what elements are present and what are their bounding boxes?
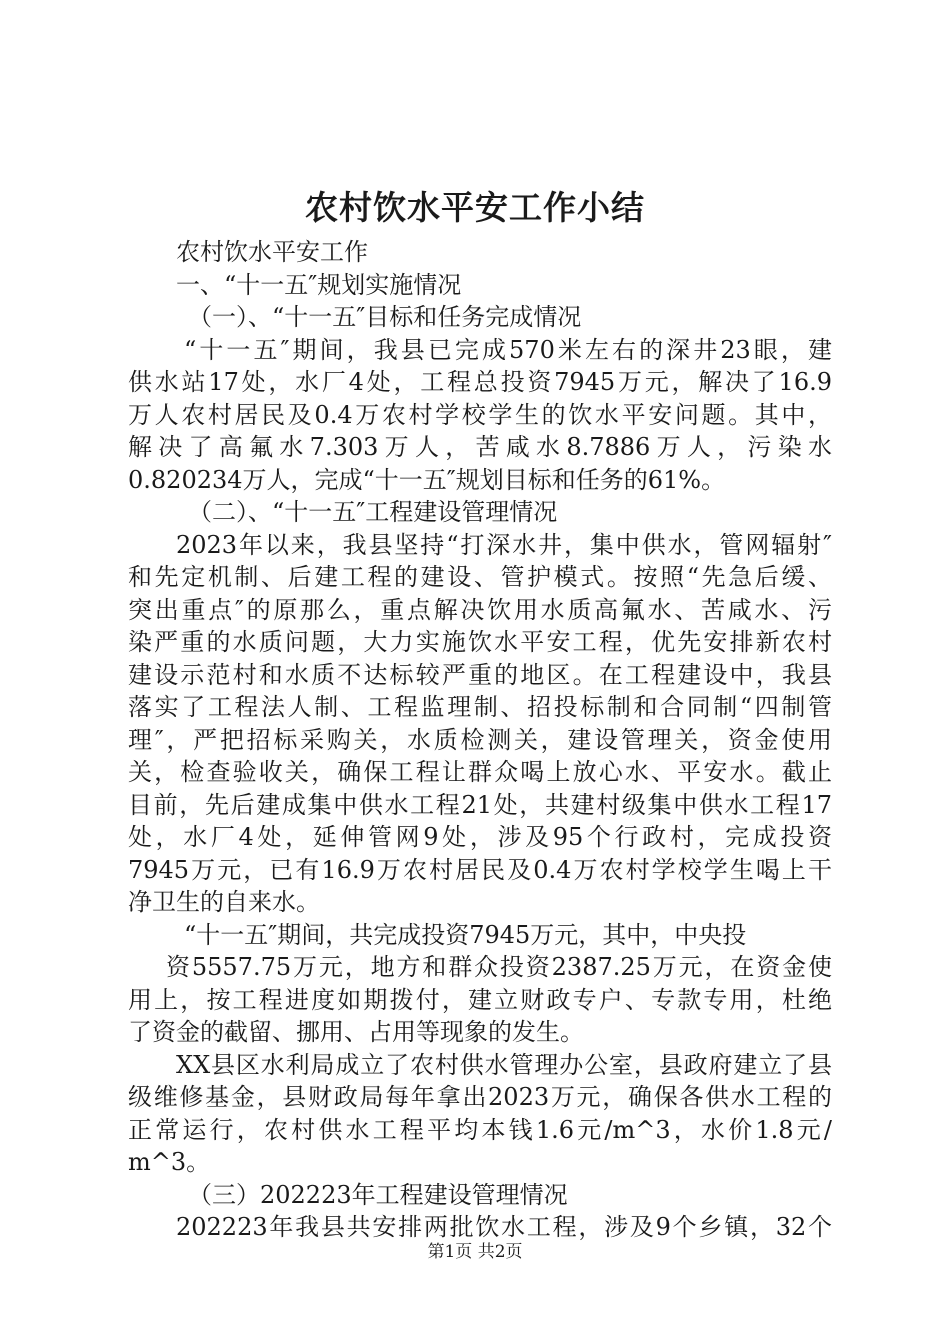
paragraph-line: 万人农村居民及0.4万农村学校学生的饮水平安问题。其中， <box>128 400 832 429</box>
paragraph-line: 建设示范村和水质不达标较严重的地区。在工程建设中，我县 <box>128 660 832 689</box>
document-title: 农村饮水平安工作小结 <box>305 188 645 227</box>
subsection-heading: （二）、“十一五″工程建设管理情况 <box>188 498 558 526</box>
section-heading: 一、“十一五″规划实施情况 <box>176 270 462 299</box>
paragraph-line: 级维修基金，县财政局每年拿出2023万元，确保各供水工程的 <box>128 1083 832 1111</box>
paragraph-line: 用上，按工程进度如期拨付，建立财政专户、专款专用，杜绝 <box>128 985 832 1014</box>
paragraph-line: 7945万元，已有16.9万农村居民及0.4万农村学校学生喝上干 <box>128 855 832 884</box>
paragraph-line: 净卫生的自来水。 <box>128 888 320 916</box>
paragraph-line: 0.820234万人，完成“十一五″规划目标和任务的61%。 <box>128 465 726 494</box>
subsection-heading: （三）202223年工程建设管理情况 <box>188 1180 568 1209</box>
paragraph-line: 处，水厂4处，延伸管网9处，涉及95个行政村，完成投资 <box>128 823 832 851</box>
paragraph-line: 和先定机制、后建工程的建设、管护模式。按照“先急后缓、 <box>128 563 832 591</box>
paragraph-line: 理″，严把招标采购关，水质检测关，建设管理关，资金使用 <box>128 725 832 754</box>
paragraph-line: 染严重的水质问题，大力实施饮水平安工程，优先安排新农村 <box>128 628 832 656</box>
subsection-heading: （一）、“十一五″目标和任务完成情况 <box>188 303 582 331</box>
paragraph-line: 目前，先后建成集中供水工程21处，共建村级集中供水工程17 <box>128 790 832 819</box>
paragraph-line: 202223年我县共安排两批饮水工程，涉及9个乡镇，32个 <box>176 1213 832 1241</box>
paragraph-line: 落实了工程法人制、工程监理制、招投标制和合同制“四制管 <box>128 693 832 721</box>
paragraph-line: m^3。 <box>128 1148 211 1176</box>
paragraph-line: “十一五″期间，我县已完成570米左右的深井23眼，建 <box>184 335 832 364</box>
paragraph-line: 正常运行，农村供水工程平均本钱1.6元/m^3，水价1.8元/ <box>128 1115 832 1144</box>
section-heading: 农村饮水平安工作 <box>176 238 368 266</box>
document-body <box>128 236 832 1244</box>
paragraph-line: 关，检查验收关，确保工程让群众喝上放心水、平安水。截止 <box>128 758 832 786</box>
paragraph-line: 供水站17处，水厂4处，工程总投资7945万元，解决了16.9 <box>128 368 832 396</box>
page-number: 第1页 共2页 <box>427 1242 523 1262</box>
paragraph-line: 解决了高氟水7.303万人，苦咸水8.7886万人，污染水 <box>128 433 832 461</box>
paragraph-line: “十一五″期间，共完成投资7945万元，其中，中央投 <box>184 920 747 949</box>
paragraph-line: XX县区水利局成立了农村供水管理办公室，县政府建立了县 <box>176 1050 832 1079</box>
paragraph-line: 突出重点″的原那么，重点解决饮用水质高氟水、苦咸水、污 <box>128 595 832 624</box>
paragraph-line: 资5557.75万元，地方和群众投资2387.25万元，在资金使 <box>166 953 832 981</box>
paragraph-line: 了资金的截留、挪用、占用等现象的发生。 <box>128 1018 584 1046</box>
paragraph-line: 2023年以来，我县坚持“打深水井，集中供水，管网辐射″ <box>176 530 832 559</box>
